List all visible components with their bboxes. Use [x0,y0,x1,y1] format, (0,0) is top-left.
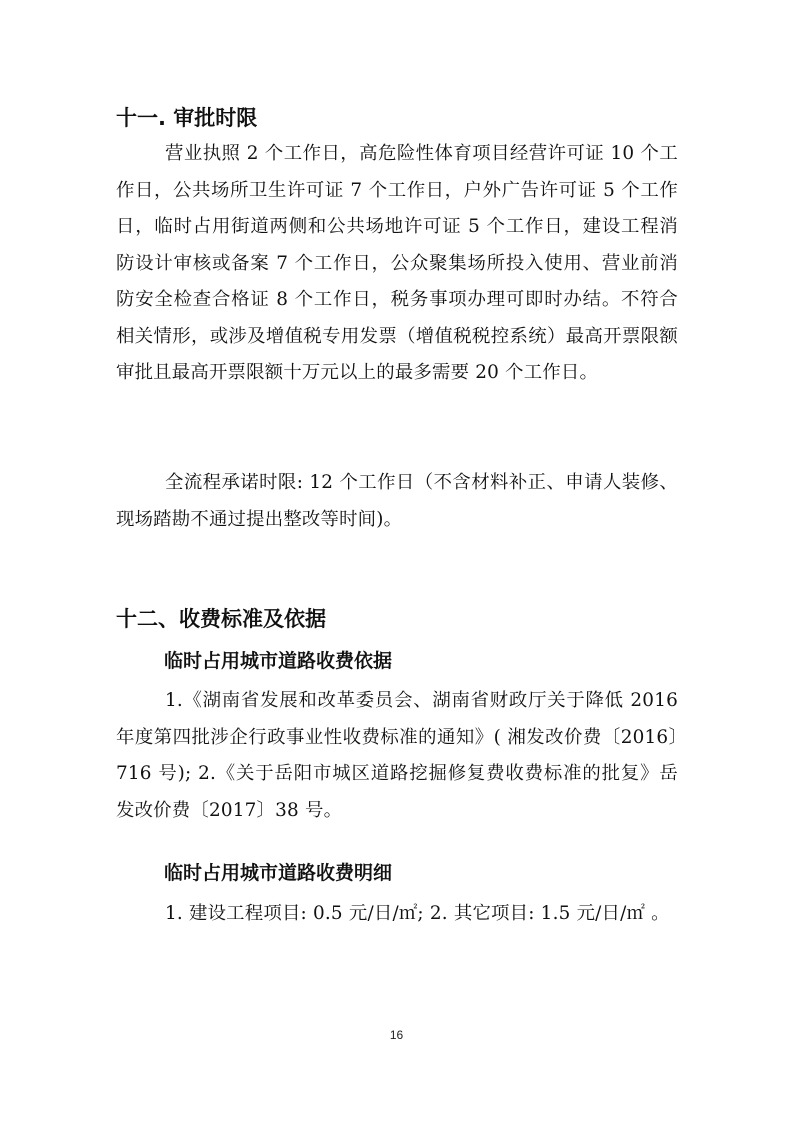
page-number: 16 [389,1028,404,1042]
section-12-subheading-basis: 临时占用城市道路收费依据 [164,650,393,672]
section-11-paragraph-1: 营业执照 2 个工作日，高危险性体育项目经营许可证 10 个工作日，公共场所卫生许可证 7 个工作日，户外广告许可证 5 个工作日，临时占用街道两侧和公共场地许可证 5 个工作日，建设工程消防设计审核或备案 7 个工作日，公众聚集场所投入使用、营业前消防安全检查合格证 8 个工作日，税务事项办理可即时办结。不符合相关情形，或涉及增值税专用发票（增值税税控系统）最高开票限额审批且最高开票限额十万元以上的最多需要 20 个工作日。 [116,143,678,383]
section-11-heading: 十一. 审批时限 [116,106,258,130]
section-11-paragraph-2: 全流程承诺时限: 12 个工作日（不含材料补正、申请人装修、现场踏勘不通过提出整改等时间)。 [116,472,678,530]
section-12-heading: 十二、收费标准及依据 [116,607,326,631]
section-12-subheading-details: 临时占用城市道路收费明细 [164,862,393,884]
section-12-paragraph-basis: 1.《湖南省发展和改革委员会、湖南省财政厅关于降低 2016 年度第四批涉企行政事业性收费标准的通知》( 湘发改价费〔2016〕716 号); 2.《关于岳阳市城区道路挖掘修复费收费标准的批复》岳发改价费〔2017〕38 号。 [116,690,678,821]
section-12-paragraph-details: 1. 建设工程项目: 0.5 元/日/㎡; 2. 其它项目: 1.5 元/日/㎡ 。 [165,903,670,924]
